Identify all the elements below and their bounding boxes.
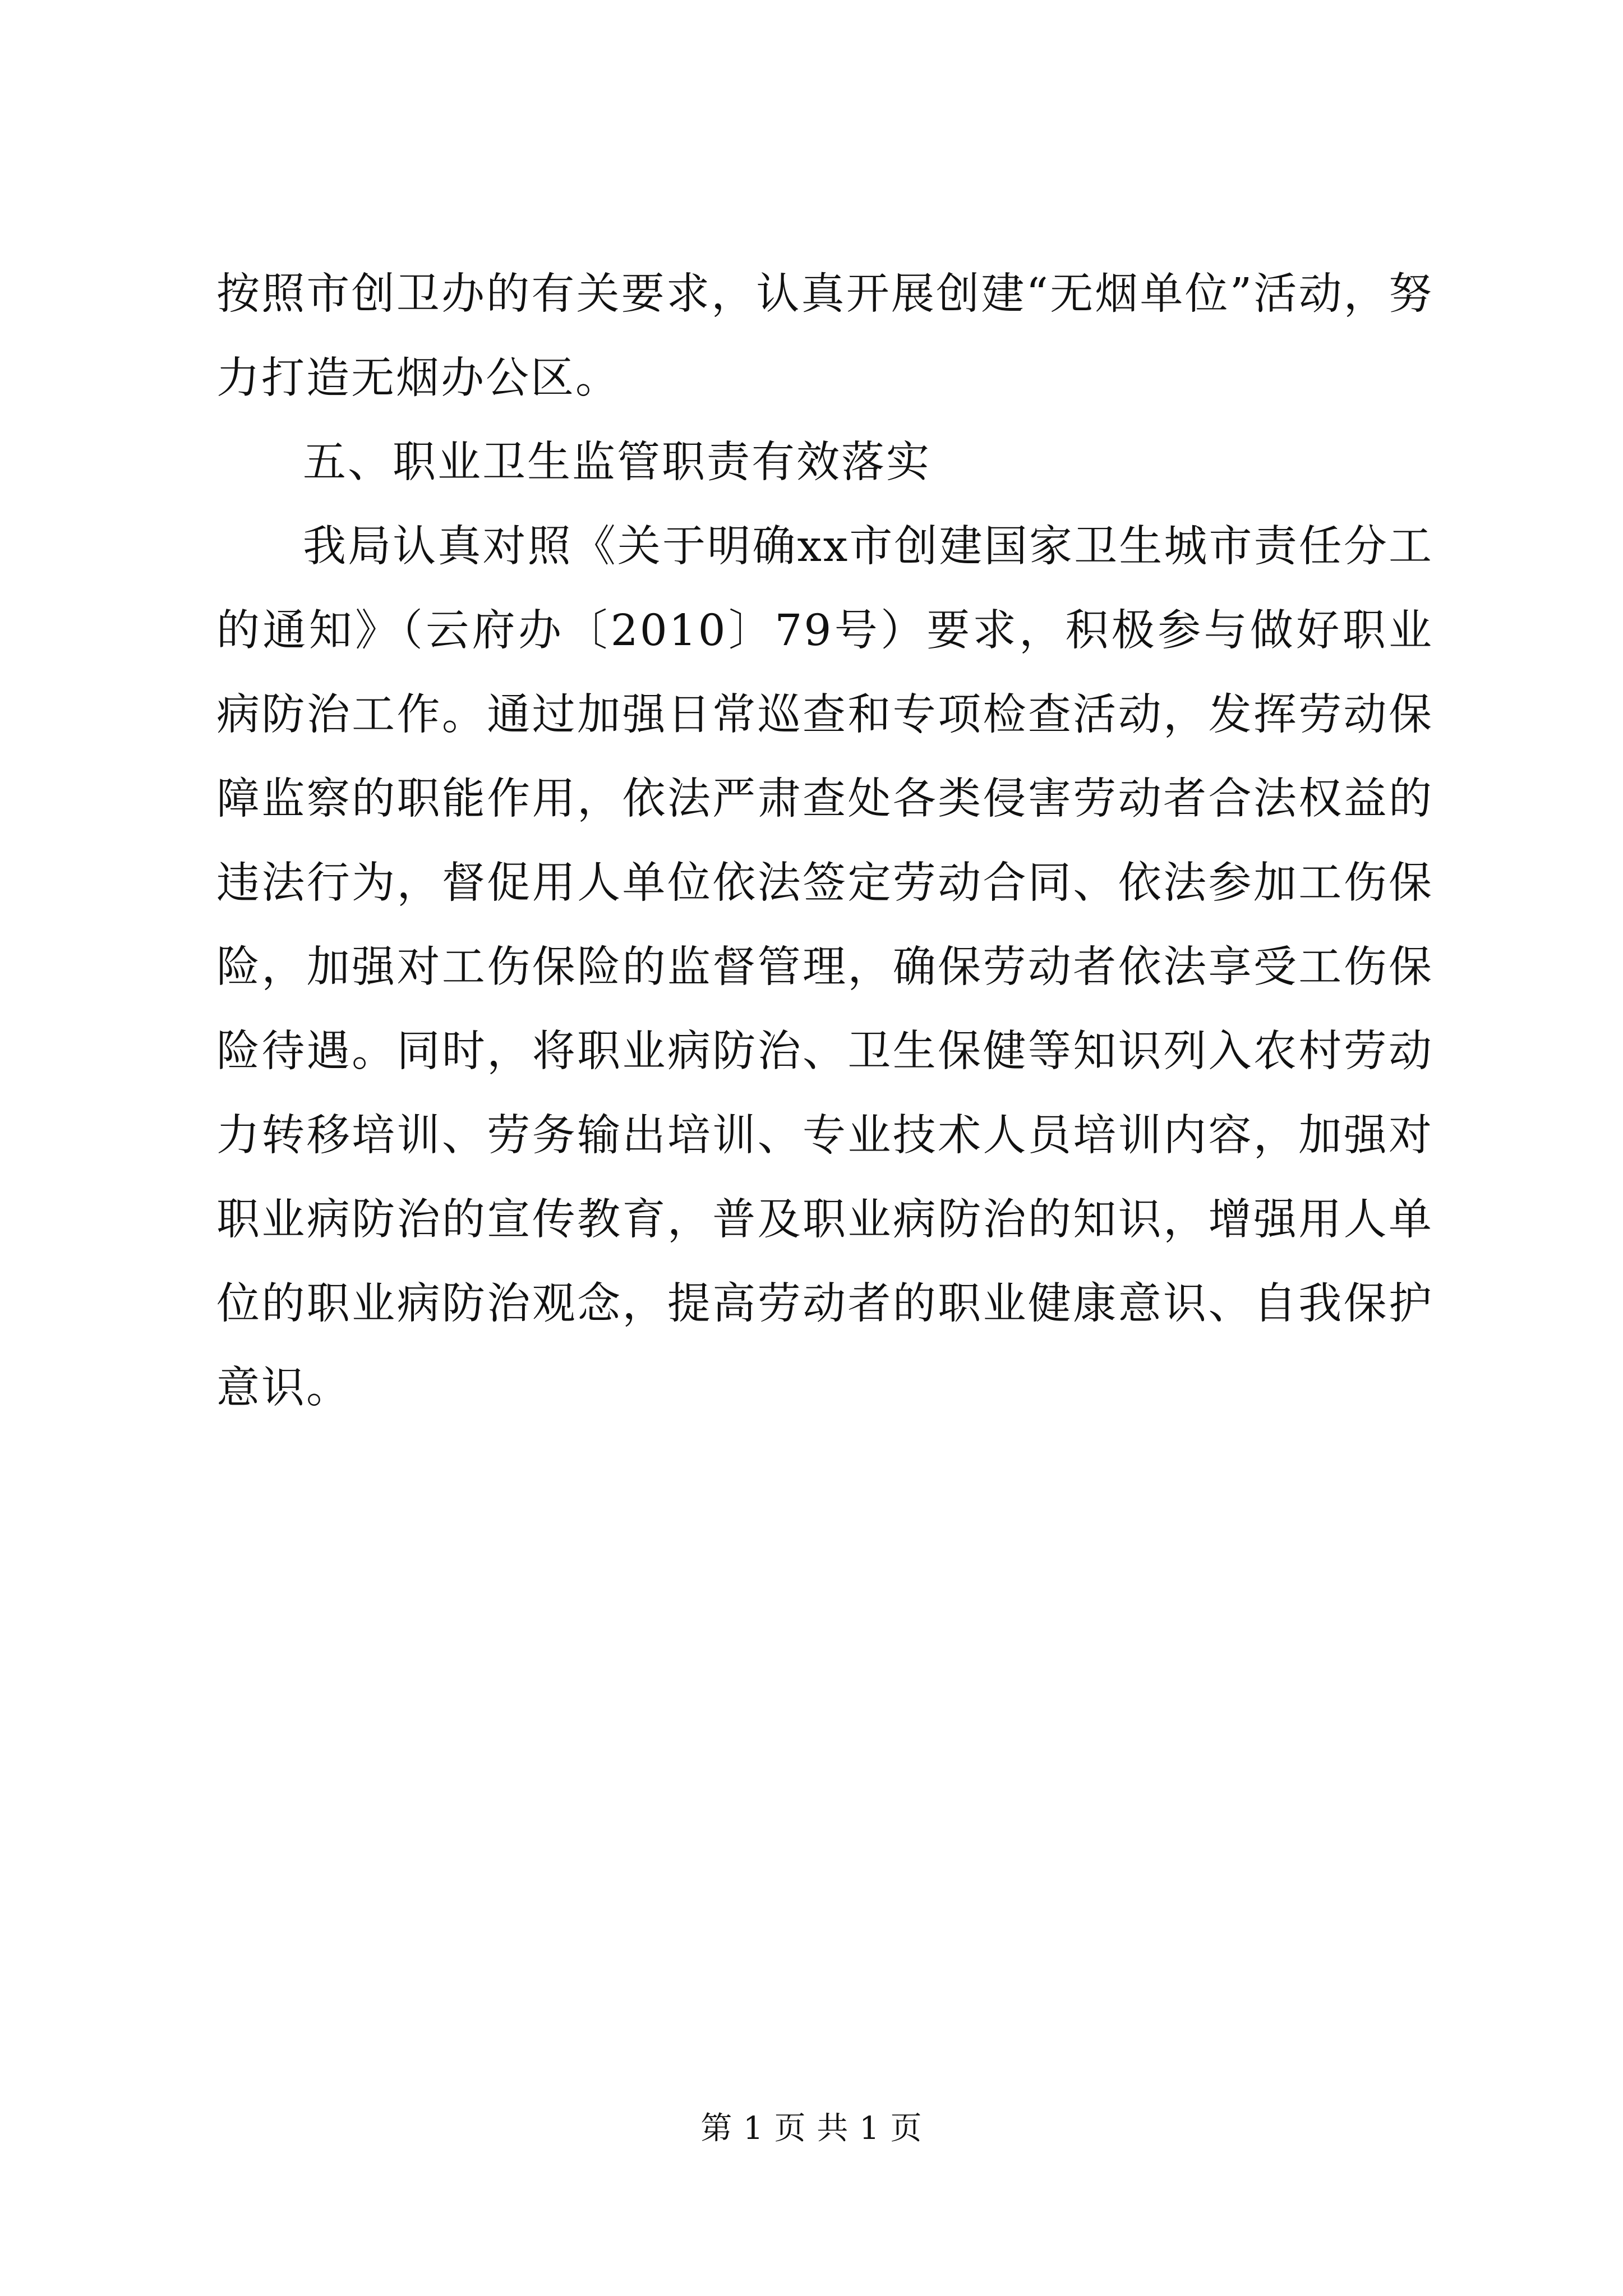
paragraph-continuation: 按照市创卫办的有关要求，认真开展创建“无烟单位”活动，努力打造无烟办公区。 [216, 269, 1433, 403]
paragraph-body: 我局认真对照《关于明确xx市创建国家卫生城市责任分工的通知》（云府办〔2010〕79号）要求，积极参与做好职业病防治工作。通过加强日常巡查和专项检查活动，发挥劳动保障监察的职能作用，依法严肃查处各类侵害劳动者合法权益的违法行为，督促用人单位依法签定劳动合同、依法参加工伤保险，加强对工伤保险的监督管理，确保劳动者依法享受工伤保险待遇。同时，将职业病防治、卫生保健等知识列入农村劳动力转移培训、劳务输出培训、专业技术人员培训内容，加强对职业病防治的宣传教育，普及职业病防治的知识，增强用人单位的职业病防治观念，提高劳动者的职业健康意识、自我保护意识。 [216, 522, 1433, 1413]
page-number-footer: 第 1 页 共 1 页 [700, 2110, 923, 2147]
section-heading: 五、职业卫生监管职责有效落实 [303, 438, 931, 487]
document-body [216, 252, 1433, 1430]
